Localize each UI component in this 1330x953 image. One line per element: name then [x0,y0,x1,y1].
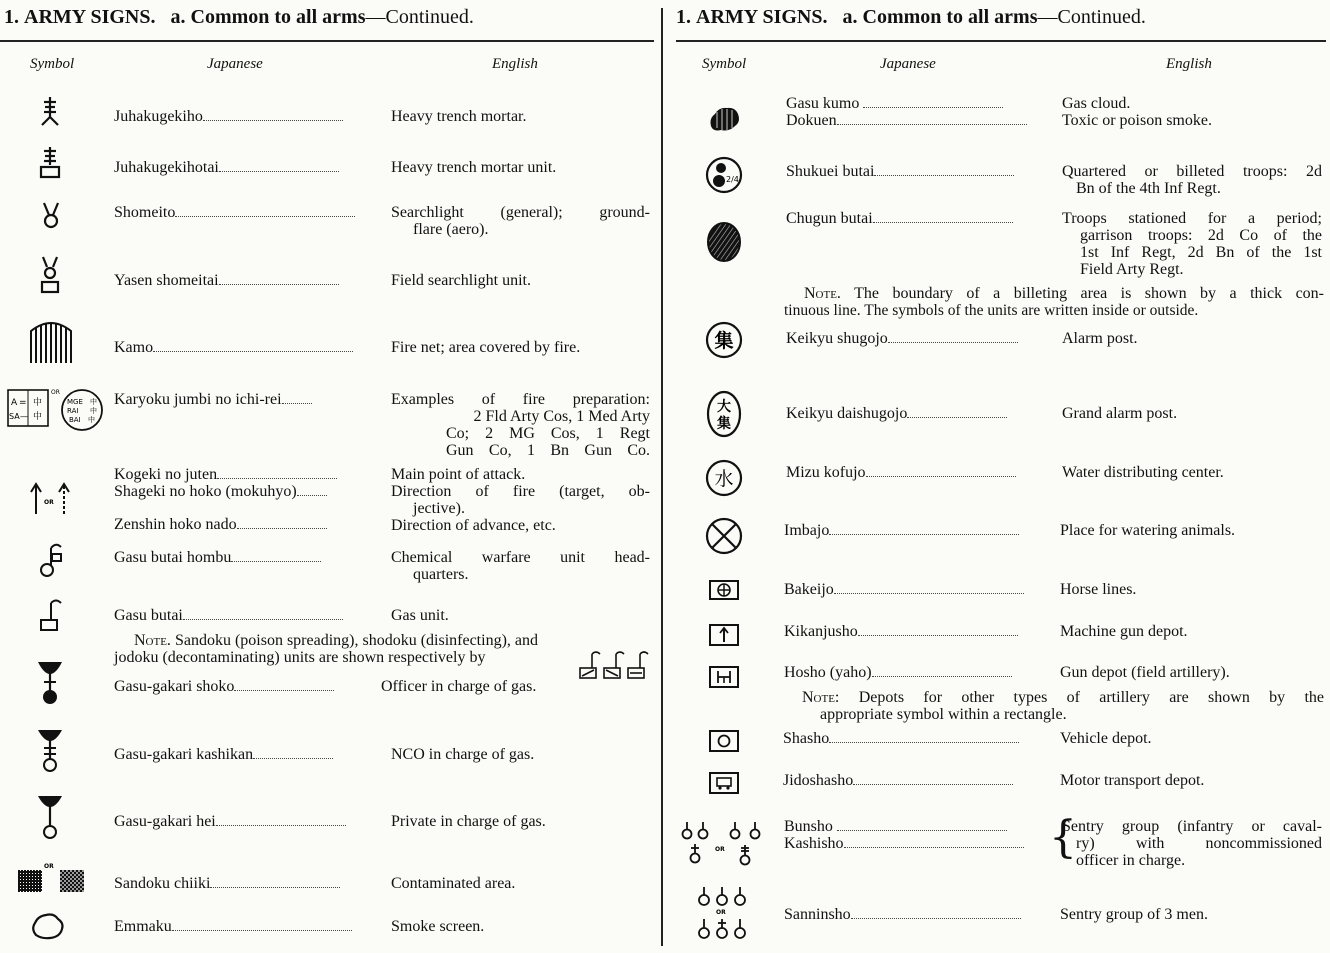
right-heading [676,6,1146,29]
heading-number: 1. [676,6,691,28]
col-header-symbol: Symbol [30,56,75,72]
sentry-three-men-icon [694,884,750,944]
heading-title: ARMY SIGNS. [696,6,828,28]
field-searchlight-unit-icon [34,254,66,296]
grand-alarm-char: 集 [717,416,731,432]
fire-net-icon [26,316,76,366]
gas-cloud-icon [706,102,742,136]
note-block: Note. The boundary of a billeting area is shown by a thick con- tinuous line. The symbols of the units are written inside or outside. [784,285,1324,319]
vehicle-depot-icon [706,728,742,754]
col-header-english: English [492,56,538,72]
or-label: OR [51,389,60,396]
note-label: Note. [134,632,171,649]
decontamination-units-icons [578,650,650,680]
japanese-term: Mizu kofujo [786,464,1042,481]
left-heading [4,6,474,29]
fire-prep-label: 中 [90,407,97,415]
gas-unit-icon [36,598,66,632]
quartered-troops-icon [704,154,744,196]
left-column [0,0,660,953]
heading-title: ARMY SIGNS. [24,6,156,28]
english-term: Machine gun depot. [1060,623,1188,640]
right-column [672,0,1330,953]
col-header-symbol: Symbol [702,56,747,72]
brace-glyph: { [1049,812,1077,863]
english-term: Gas cloud. Toxic or poison smoke. [1062,95,1212,129]
heading-rule [0,40,654,42]
english-term: Examples of fire preparation: 2 Fld Arty Cos, 1 Med Arty Co; 2 MG Cos, 1 Regt Gun Co, 1 Bn Gun Co. [391,391,650,459]
english-term: Sentry group of 3 men. [1060,906,1208,923]
chemical-hq-icon [36,540,66,580]
attack-direction-arrows-icon [28,480,72,516]
japanese-term: Gasu kumo [786,95,1042,112]
heading-number: 1. [4,6,19,28]
grand-alarm-post-icon [704,390,744,438]
water-char: 水 [714,468,734,490]
japanese-term: Kogeki no juten [114,466,370,483]
or-label: OR [44,499,54,506]
japanese-term: Shukuei butai [786,163,1042,180]
japanese-term: Sanninsho [784,906,1040,923]
english-term: Chemical warfare unit head- quarters. [391,549,650,583]
english-term: Smoke screen. [391,918,485,935]
english-term: Fire net; area covered by fire. [391,339,581,356]
japanese-term: Yasen shomeitai [114,272,370,289]
english-term: Troops stationed for a period; garrison troops: 2d Co of the 1st Inf Regt, 2d Bn of the 1st Field Arty Regt. [1062,210,1322,278]
gas-officer-icon [34,660,66,706]
english-term: Field searchlight unit. [391,272,531,289]
smoke-screen-icon [28,910,68,942]
english-term: Heavy trench mortar unit. [391,159,557,176]
japanese-term: Kashisho [784,835,1040,852]
fire-prep-label: = [19,398,27,408]
english-term: Motor transport depot. [1060,772,1205,789]
heavy-trench-mortar-icon [34,94,66,128]
japanese-term: Kikanjusho [784,623,1040,640]
english-term: Quartered or billeted troops: 2d Bn of the 4th Inf Regt. [1062,163,1322,197]
fire-prep-label: 中 [33,398,43,408]
english-term: Main point of attack. Direction of fire (target, ob- jective). Direction of advance, etc. [391,466,650,534]
english-term: Searchlight (general); ground- flare (aero). [391,204,650,238]
japanese-term: Jidoshasho [783,772,1039,789]
japanese-term: Zenshin hoko nado [114,516,370,533]
japanese-term: Juhakugekiho [114,108,370,125]
watering-place-icon [704,516,744,556]
fire-prep-label: 中 [90,398,97,406]
heavy-trench-mortar-unit-icon [34,144,66,180]
english-term: Alarm post. [1062,330,1138,347]
english-term: Vehicle depot. [1060,730,1152,747]
alarm-char: 集 [714,330,734,352]
fire-prep-label: SA [9,412,20,421]
japanese-term: Bunsho [784,818,1040,835]
japanese-term: Gasu butai hombu [114,549,370,566]
fire-prep-label: — [20,412,28,421]
column-divider [661,8,663,946]
japanese-term: Emmaku [114,918,370,935]
grand-alarm-char: 大 [717,399,731,415]
contaminated-area-icon [16,860,88,894]
fire-prep-label: BAI [69,416,81,424]
gun-depot-icon [706,664,742,690]
japanese-term: Gasu-gakari kashikan [114,746,370,763]
japanese-term: Gasu butai [114,607,370,624]
heading-continued: —Continued. [365,6,474,28]
japanese-term: Juhakugekihotai [114,159,370,176]
japanese-term: Dokuen [786,112,1042,129]
english-term: Place for watering animals. [1060,522,1236,539]
japanese-term: Shomeito [114,204,370,221]
fire-prep-label: MGE [67,398,83,406]
japanese-term: Imbajo [784,522,1040,539]
japanese-term: Shageki no hoko (mokuhyo) [114,483,370,500]
note-block: Note. Sandoku (poison spreading), shodoku (disinfecting), and jodoku (decontaminating) units are shown respectively by [114,632,538,666]
motor-transport-depot-icon [706,770,742,796]
japanese-term: Bakeijo [784,581,1040,598]
heading-rule [676,40,1326,42]
fire-prep-label: 中 [33,412,43,422]
english-term: Sentry group (infantry or caval- ry) with noncommissioned officer in charge. [1062,818,1322,869]
heading-subtitle: a. Common to all arms [170,6,366,28]
col-header-english: English [1166,56,1212,72]
horse-lines-icon [706,578,742,602]
japanese-term: Sandoku chiiki [114,875,370,892]
japanese-term: Karyoku jumbi no ichi-rei [114,391,370,408]
stationed-troops-icon [704,220,744,264]
heading-continued: —Continued. [1037,6,1146,28]
alarm-post-icon [704,320,744,360]
searchlight-icon [36,200,66,230]
english-term: Contaminated area. [391,875,516,892]
fire-prep-label: A [11,398,18,408]
english-term: Horse lines. [1060,581,1137,598]
english-term: Heavy trench mortar. [391,108,527,125]
japanese-term: Gasu-gakari shoko [114,678,370,695]
english-term: Officer in charge of gas. [381,678,537,695]
gas-nco-icon [34,728,66,774]
fire-prep-label: RAI [67,407,79,415]
fire-preparation-icon [6,386,102,432]
col-header-japanese: Japanese [207,56,263,72]
or-label: OR [716,909,726,916]
sentry-group-icon [680,818,764,868]
mg-depot-icon [706,622,742,648]
english-term: NCO in charge of gas. [391,746,535,763]
heading-subtitle: a. Common to all arms [842,6,1038,28]
japanese-term: Shasho [783,730,1039,747]
fire-prep-label: 中 [88,416,95,424]
english-term: Gun depot (field artillery). [1060,664,1230,681]
or-label: OR [44,863,54,870]
col-header-japanese: Japanese [880,56,936,72]
or-label: OR [715,846,725,853]
english-term: Gas unit. [391,607,449,624]
gas-private-icon [34,794,66,840]
water-center-icon [704,458,744,498]
quartered-label: 2/4 [726,175,739,184]
japanese-term: Keikyu daishugojo [786,405,1042,422]
japanese-term: Chugun butai [786,210,1042,227]
note-block: Note: Depots for other types of artillery are shown by the appropriate symbol within a rectangle. [802,689,1325,723]
english-term: Private in charge of gas. [391,813,546,830]
note-label: Note: [802,689,840,706]
english-term: Grand alarm post. [1062,405,1178,422]
note-label: Note. [804,285,841,302]
japanese-term: Keikyu shugojo [786,330,1042,347]
japanese-term: Kamo [114,339,370,356]
english-term: Water distributing center. [1062,464,1224,481]
japanese-term: Gasu-gakari hei [114,813,370,830]
japanese-term: Hosho (yaho) [784,664,1040,681]
